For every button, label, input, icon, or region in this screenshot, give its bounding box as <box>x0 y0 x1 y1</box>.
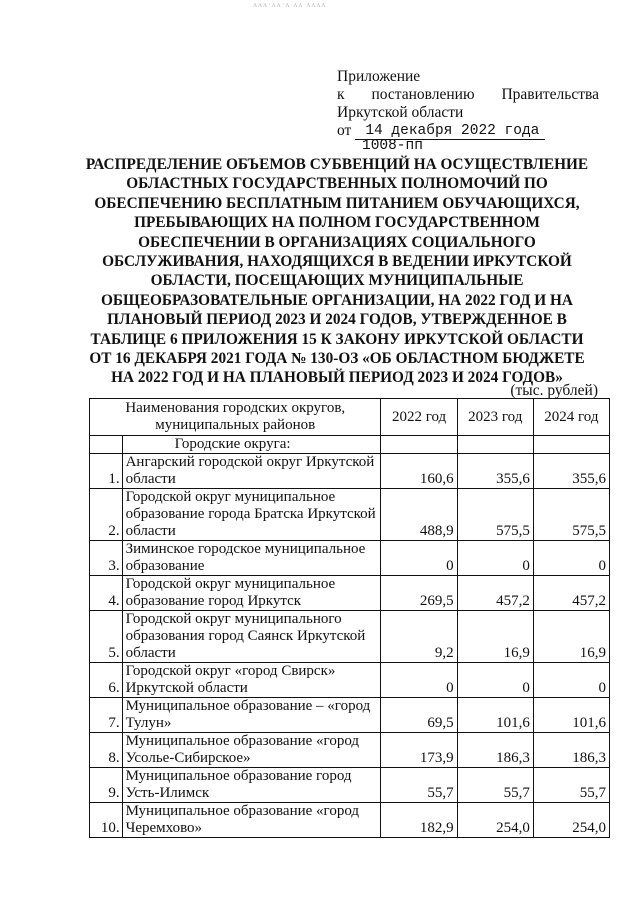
appendix-block <box>337 68 599 152</box>
decree-number: 1008-пп <box>362 138 423 154</box>
row-index: 3. <box>90 541 123 576</box>
row-value-2022: 55,7 <box>381 768 457 803</box>
decree-from: от <box>337 122 352 139</box>
table-row <box>90 733 610 768</box>
row-value-2024: 0 <box>533 541 609 576</box>
header-2023: 2023 год <box>457 399 533 436</box>
row-value-2022: 69,5 <box>381 698 457 733</box>
row-value-2022: 0 <box>381 541 457 576</box>
table-row <box>90 611 610 663</box>
row-value-2023: 254,0 <box>457 803 533 838</box>
row-value-2023: 355,6 <box>457 454 533 489</box>
row-name: Городской округ «город Свирск» Иркутской области <box>122 663 381 698</box>
header-2022: 2022 год <box>381 399 457 436</box>
row-name: Городской округ муниципального образования город Саянск Иркутской области <box>122 611 381 663</box>
table-row <box>90 576 610 611</box>
appendix-decree: постановлению <box>371 86 475 103</box>
header-name: Наименования городских округов, муниципальных районов <box>90 399 381 436</box>
row-value-2023: 575,5 <box>457 489 533 541</box>
row-value-2024: 355,6 <box>533 454 609 489</box>
table-row <box>90 489 610 541</box>
table-row <box>90 541 610 576</box>
row-value-2024: 101,6 <box>533 698 609 733</box>
table-row <box>90 768 610 803</box>
row-name: Ангарский городской округ Иркутской области <box>122 454 381 489</box>
table-row <box>90 454 610 489</box>
units-label: (тыс. рублей) <box>510 382 598 399</box>
table-row <box>90 698 610 733</box>
row-value-2023: 0 <box>457 541 533 576</box>
row-value-2022: 269,5 <box>381 576 457 611</box>
group-empty-2023 <box>457 436 533 454</box>
row-value-2022: 488,9 <box>381 489 457 541</box>
row-index: 8. <box>90 733 123 768</box>
table-row <box>90 663 610 698</box>
table-body <box>90 454 610 838</box>
row-value-2022: 160,6 <box>381 454 457 489</box>
row-value-2024: 575,5 <box>533 489 609 541</box>
row-name: Муниципальное образование – «город Тулун» <box>122 698 381 733</box>
row-index: 1. <box>90 454 123 489</box>
appendix-government: Правительства <box>501 86 599 103</box>
row-value-2024: 0 <box>533 663 609 698</box>
subvention-table <box>89 398 610 838</box>
group-empty-2022 <box>381 436 457 454</box>
table-header-row <box>90 399 610 436</box>
row-name: Муниципальное образование «город Черемхово» <box>122 803 381 838</box>
table-row <box>90 803 610 838</box>
row-value-2022: 0 <box>381 663 457 698</box>
row-name: Зиминское городское муниципальное образование <box>122 541 381 576</box>
header-2024: 2024 год <box>533 399 609 436</box>
row-value-2024: 457,2 <box>533 576 609 611</box>
row-value-2024: 186,3 <box>533 733 609 768</box>
row-value-2022: 182,9 <box>381 803 457 838</box>
row-value-2023: 457,2 <box>457 576 533 611</box>
decree-date: 14 декабря 2022 года <box>355 123 545 140</box>
appendix-region: Иркутской области <box>337 104 464 121</box>
row-value-2023: 0 <box>457 663 533 698</box>
row-name: Городской округ муниципальное образование город Иркутск <box>122 576 381 611</box>
row-value-2023: 16,9 <box>457 611 533 663</box>
row-index: 9. <box>90 768 123 803</box>
row-value-2024: 254,0 <box>533 803 609 838</box>
group-row <box>90 436 610 454</box>
row-value-2024: 16,9 <box>533 611 609 663</box>
appendix-k: к <box>337 86 345 103</box>
row-value-2023: 186,3 <box>457 733 533 768</box>
appendix-decree-line <box>337 86 599 104</box>
group-idx <box>90 436 123 454</box>
row-index: 7. <box>90 698 123 733</box>
row-value-2024: 55,7 <box>533 768 609 803</box>
appendix-title: Приложение <box>337 68 421 85</box>
row-name: Муниципальное образование «город Усолье-Сибирское» <box>122 733 381 768</box>
row-value-2023: 101,6 <box>457 698 533 733</box>
row-value-2023: 55,7 <box>457 768 533 803</box>
scan-header-mark: ᴧᴧᴧ·ᴧᴧ·ᴧ ᴧᴧ ᴧᴧᴧᴧ <box>253 0 327 9</box>
row-value-2022: 173,9 <box>381 733 457 768</box>
group-label: Городские округа: <box>122 436 381 454</box>
row-index: 10. <box>90 803 123 838</box>
row-index: 2. <box>90 489 123 541</box>
group-empty-2024 <box>533 436 609 454</box>
row-index: 6. <box>90 663 123 698</box>
row-index: 5. <box>90 611 123 663</box>
document-title: РАСПРЕДЕЛЕНИЕ ОБЪЕМОВ СУБВЕНЦИЙ НА ОСУЩЕСТВЛЕНИЕ ОБЛАСТНЫХ ГОСУДАРСТВЕННЫХ ПОЛНОМОЧИЙ ПО ОБЕСПЕЧЕНИЮ БЕСПЛАТНЫМ ПИТАНИЕМ ОБУЧАЮЩИХСЯ, ПРЕБЫВАЮЩИХ НА ПОЛНОМ ГОСУДАРСТВЕННОМ ОБЕСПЕЧЕНИИ В ОРГАНИЗАЦИЯХ СОЦИАЛЬНОГО ОБСЛУЖИВАНИЯ, НАХОДЯЩИХСЯ В ВЕДЕНИИ ИРКУТСКОЙ ОБЛАСТИ, ПОСЕЩАЮЩИХ МУНИЦИПАЛЬНЫЕ ОБЩЕОБРАЗОВАТЕЛЬНЫЕ ОРГАНИЗАЦИИ, НА 2022 ГОД И НА ПЛАНОВЫЙ ПЕРИОД 2023 И 2024 ГОДОВ, УТВЕРЖДЕННОЕ В ТАБЛИЦЕ 6 ПРИЛОЖЕНИЯ 15 К ЗАКОНУ ИРКУТСКОЙ ОБЛАСТИ ОТ 16 ДЕКАБРЯ 2021 ГОДА № 130-ОЗ «ОБ ОБЛАСТНОМ БЮДЖЕТЕ НА 2022 ГОД И НА ПЛАНОВЫЙ ПЕРИОД 2023 И 2024 ГОДОВ» <box>85 156 589 387</box>
row-name: Городской округ муниципальное образование города Братска Иркутской области <box>122 489 381 541</box>
row-value-2022: 9,2 <box>381 611 457 663</box>
row-name: Муниципальное образование город Усть-Илимск <box>122 768 381 803</box>
row-index: 4. <box>90 576 123 611</box>
